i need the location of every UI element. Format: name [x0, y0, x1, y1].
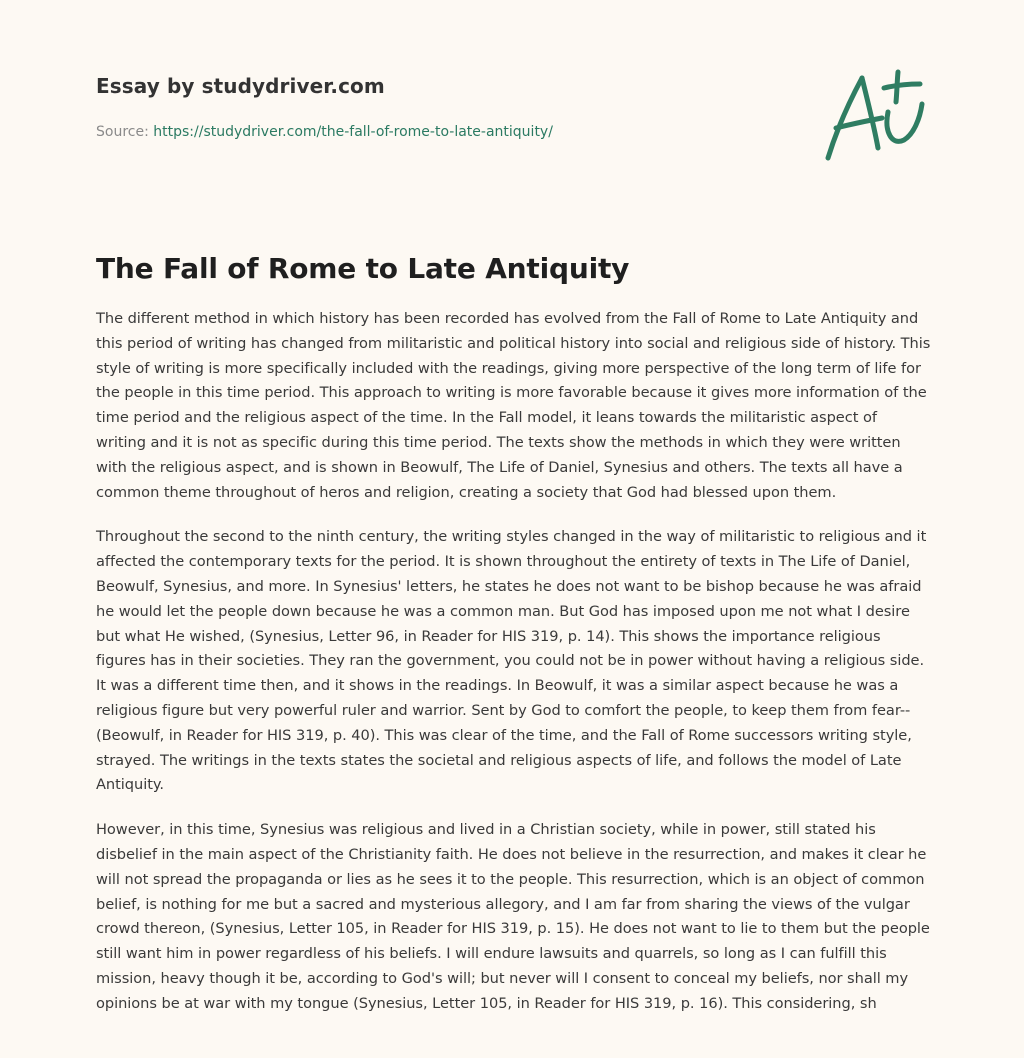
a-plus-grade-icon: [818, 66, 930, 168]
checkmark-curve: [887, 104, 922, 141]
source-label: Source:: [96, 124, 154, 140]
page-title: The Fall of Rome to Late Antiquity: [96, 252, 630, 285]
article-paragraph-1: The different method in which history has been recorded has evolved from the Fall of Rome to Late Antiquity and this period of writing has changed from militaristic and political history into social and religious side of history. This style of writing is more specifically included with the readings, giving more perspective of the long term of life for the people in this time period. This approach to writing is more favorable because it gives more information of the time period and the religious aspect of the time. In the Fall model, it leans towards the militaristic aspect of writing and it is not as specific during this time period. The texts show the methods in which they were written with the religious aspect, and is shown in Beowulf, The Life of Daniel, Synesius and others. The texts all have a common theme throughout of heros and religion, creating a society that God had blessed upon them.: [96, 310, 931, 501]
letter-a-right-stroke: [862, 78, 878, 148]
page-header: [96, 74, 816, 140]
article-paragraph-2: Throughout the second to the ninth century, the writing styles changed in the way of militaristic to religious and it affected the contemporary texts for the period. It is shown throughout the entirety of texts in The Life of Daniel, Beowulf, Synesius, and more. In Synesius' letters, he states he does not want to be bishop because he was afraid he would let the people down because he was a common man. But God has imposed upon me not what I desire but what He wished, (Synesius, Letter 96, in Reader for HIS 319, p. 14). This shows the importance religious figures has in their societies. They ran the government, you could not be in power without having a religious side. It was a different time then, and it shows in the readings. In Beowulf, it was a similar aspect because he was a religious figure but very powerful ruler and warrior. Sent by God to comfort the people, to keep them from fear-- (Beowulf, in Reader for HIS 319, p. 40). This was clear of the time, and the Fall of Rome successors writing style, strayed. The writings in the texts states the societal and religious aspects of life, and follows the model of Late Antiquity.: [96, 528, 927, 794]
source-link[interactable]: https://studydriver.com/the-fall-of-rome-to-late-antiquity/: [153, 124, 553, 140]
article-paragraph-3: However, in this time, Synesius was religious and lived in a Christian society, while in power, still stated his disbelief in the main aspect of the Christianity faith. He does not believe in the resurrection, and makes it clear he will not spread the propaganda or lies as he sees it to the people. This resurrection, which is an object of common belief, is nothing for me but a sacred and mysterious allegory, and I am far from sharing the views of the vulgar crowd thereon, (Synesius, Letter 105, in Reader for HIS 319, p. 15). He does not want to lie to them but the people still want him in power regardless of his beliefs. I will endure lawsuits and quarrels, so long as I can fulfill this mission, heavy though it be, according to God's will; but never will I consent to conceal my beliefs, nor shall my opinions be at war with my tongue (Synesius, Letter 105, in Reader for HIS 319, p. 16). This considering, sh: [96, 821, 930, 1012]
source-line: [96, 124, 816, 140]
article: [96, 252, 931, 1037]
site-title: Essay by studydriver.com: [96, 74, 385, 98]
letter-a-left-stroke: [828, 78, 862, 158]
plus-horizontal: [884, 84, 920, 88]
